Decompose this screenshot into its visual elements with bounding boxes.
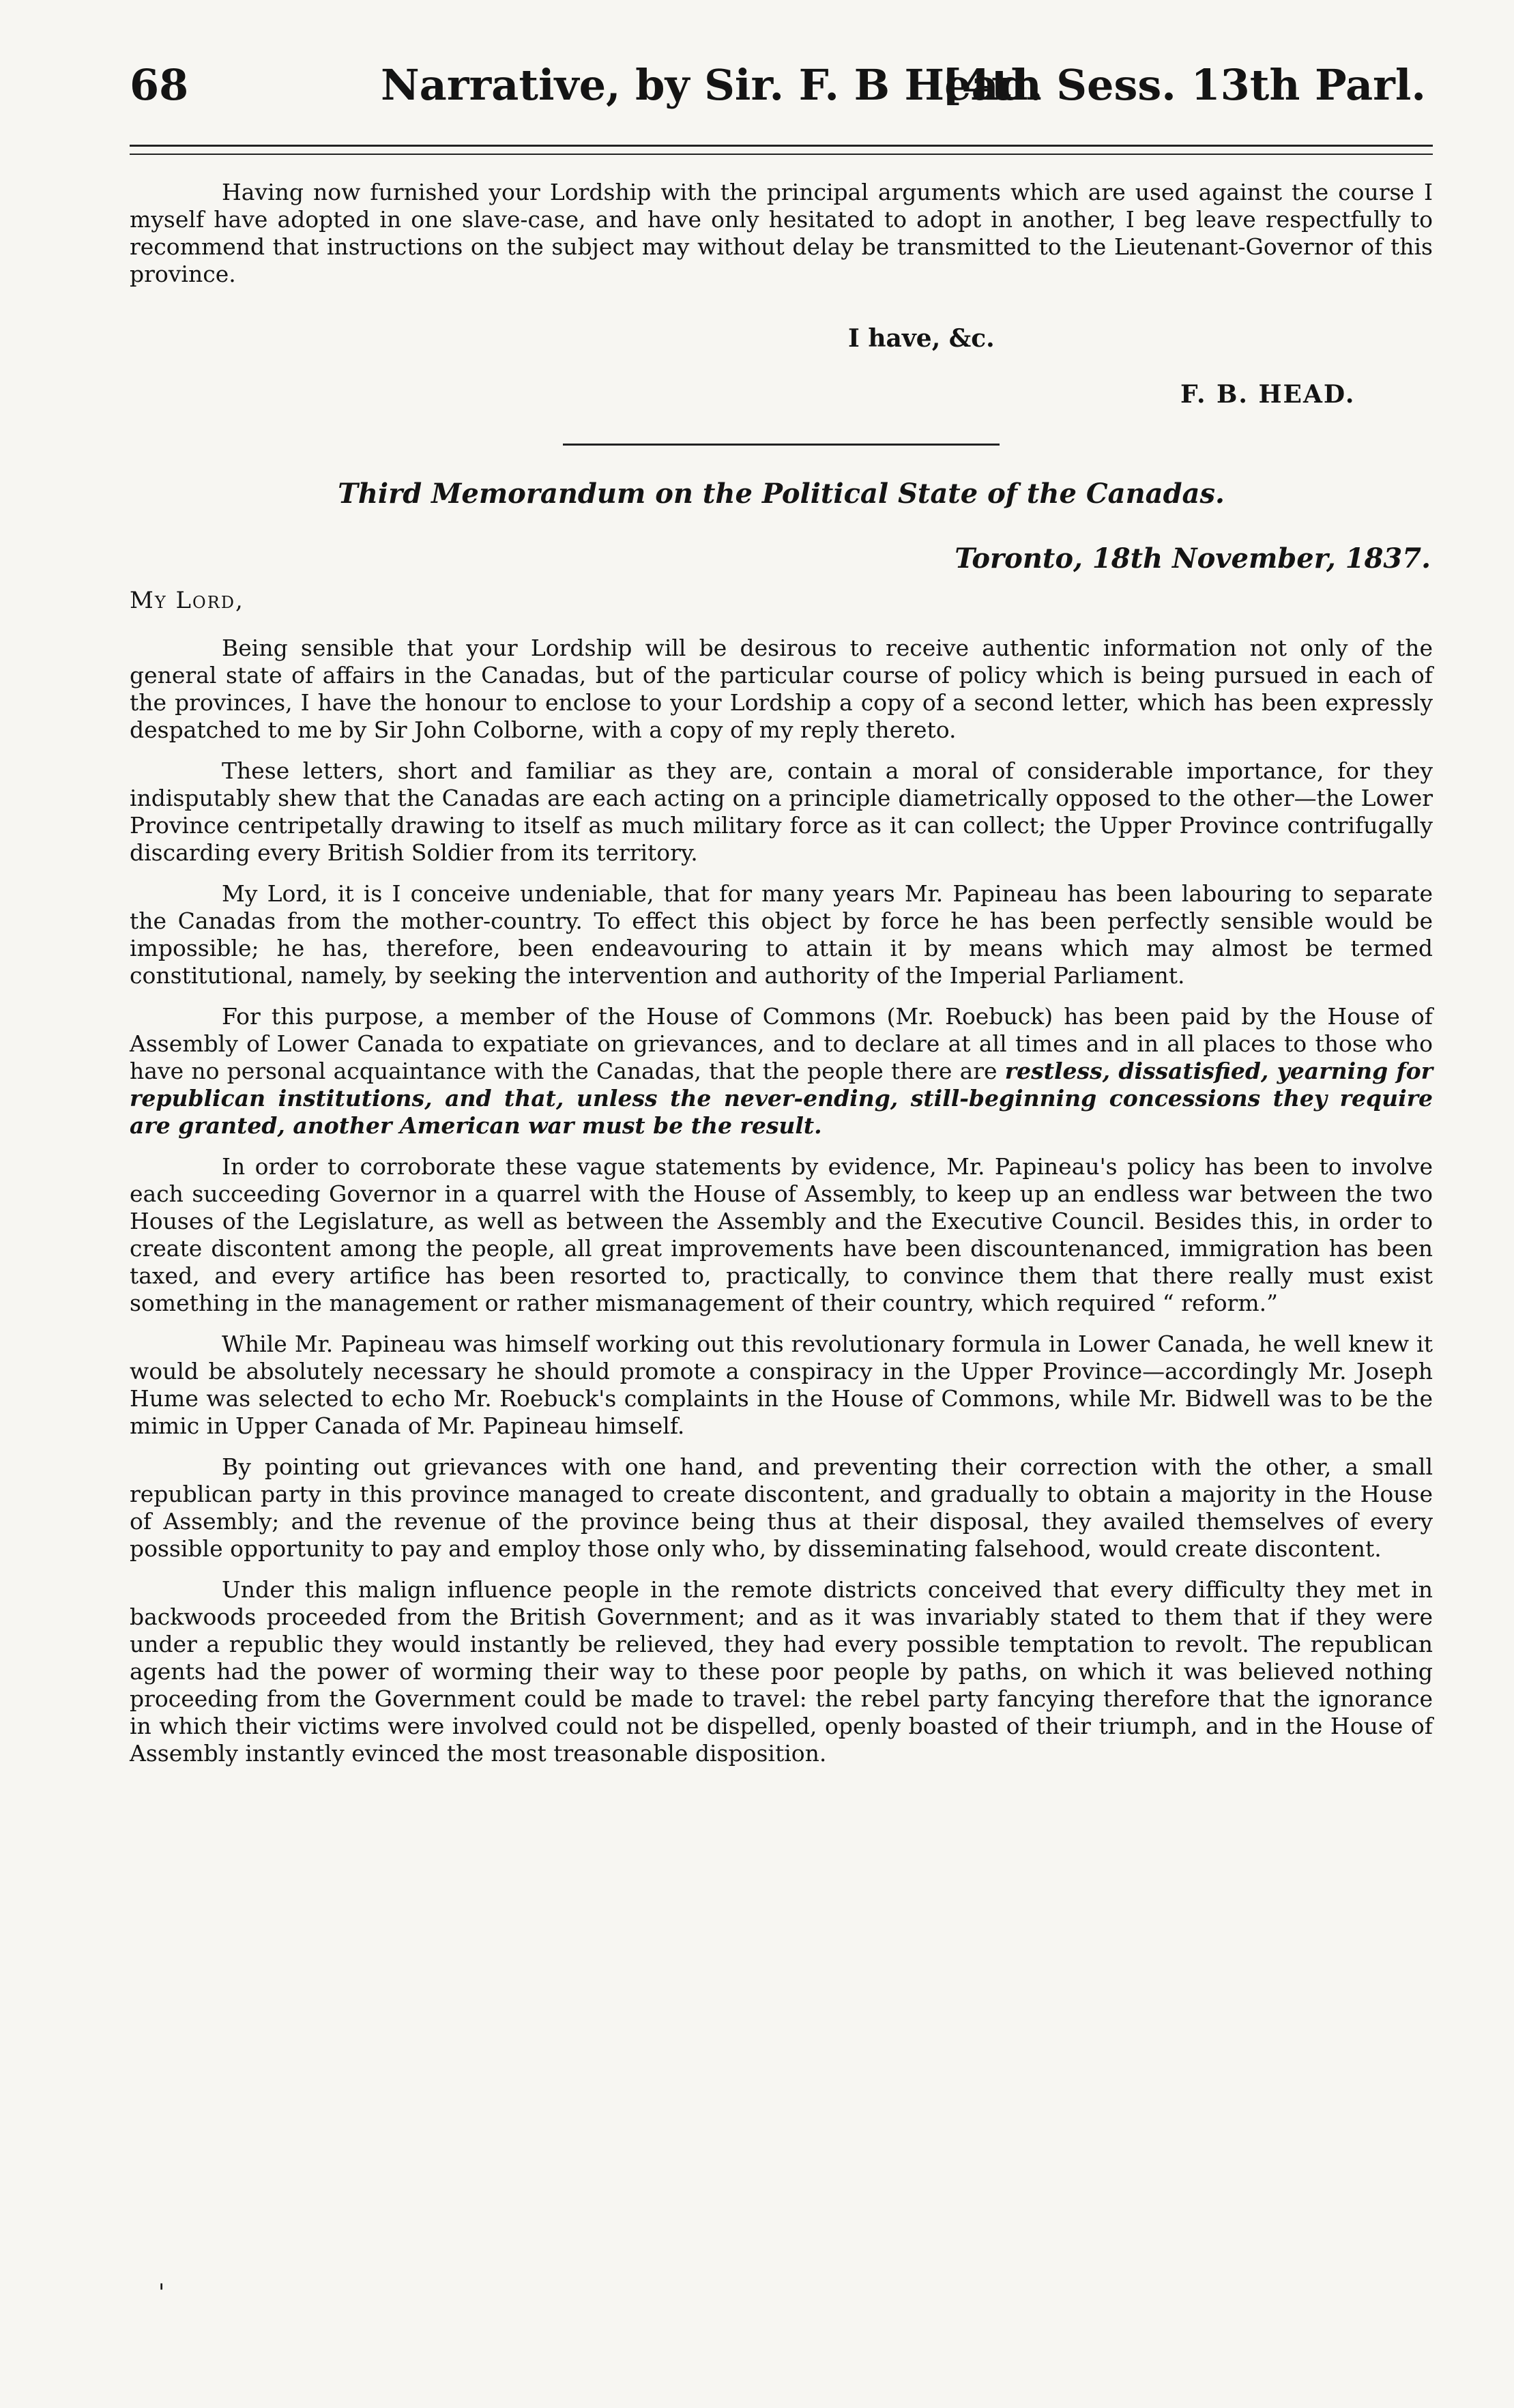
running-title: Narrative, by Sir. F. B Head.: [381, 60, 1043, 110]
paragraph-text: For this purpose, a member of the House of Commons (Mr. Roebuck) has been paid by the House of Assembly of Lower Canada to expatiate on grievances, and to declare at all times and in all places to those who have no personal acquaintance with the Canadas, that the people there are: [130, 1003, 1433, 1084]
session-label: [4th Sess. 13th Parl.: [942, 60, 1426, 110]
header-rule: [130, 145, 1433, 155]
paragraph: While Mr. Papineau was himself working out this revolutionary formula in Lower Canada, he well knew it would be absolutely necessary he should promote a conspiracy in the Upper Province—accordingly Mr. Joseph Hume was selected to echo Mr. Roebuck's complaints in the House of Commons, while Mr. Bidwell was to be the mimic in Upper Canada of Mr. Papineau himself.: [130, 1331, 1433, 1439]
paragraph: My Lord, it is I conceive undeniable, that for many years Mr. Papineau has been labouring to separate the Canadas from the mother-country. To effect this object by force he has been perfectly sensible would be impossible; he has, therefore, been endeavouring to attain it by means which may almost be termed constitutional, namely, by seeking the intervention and authority of the Imperial Parliament.: [130, 880, 1433, 989]
paragraph: [130, 1003, 1433, 1140]
closing-paragraph: [130, 179, 1433, 288]
emphasis-text: restless, dissatisfied, yearning for republican institutions, and that, unless the never-ending, still-beginning concessions they require are granted, another American war must be the result.: [130, 1058, 1433, 1139]
paragraph: Under this malign influence people in the remote districts conceived that every difficulty they met in backwoods proceeded from the British Government; and as it was invariably stated to them that if they were under a republic they would instantly be relieved, they had every possible temptation to revolt. The republican agents had the power of worming their way to these poor people by paths, on which it was believed nothing proceeding from the Government could be made to travel: the rebel party fancying therefore that the ignorance in which their victims were involved could not be dispelled, openly boasted of their triumph, and in the House of Assembly instantly evinced the most treasonable disposition.: [130, 1576, 1433, 1767]
memorandum-title: Third Memorandum on the Political State of the Canadas.: [338, 478, 1225, 510]
page-number: 68: [130, 60, 189, 110]
paragraph: By pointing out grievances with one hand, and preventing their correction with the other, a small republican party in this province managed to create discontent, and gradually to obtain a majority in the House of Assembly; and the revenue of the province being thus at their disposal, they availed themselves of every possible opportunity to pay and employ those only who, by disseminating falsehood, would create discontent.: [130, 1453, 1433, 1562]
dateline: Toronto, 18th November, 1837.: [955, 542, 1431, 575]
paragraph: Having now furnished your Lordship with the principal arguments which are used against the course I myself have adopted in one slave-case, and have only hesitated to adopt in another, I beg leave respectfully to recommend that instructions on the subject may without delay be transmitted to the Lieutenant-Governor of this province.: [130, 179, 1433, 287]
paragraph: These letters, short and familiar as they are, contain a moral of considerable importance, for they indisputably shew that the Canadas are each acting on a principle diametrically opposed to the other—the Lower Province centripetally drawing to itself as much military force as it can collect; the Upper Province contrifugally discarding every British Soldier from its territory.: [130, 757, 1433, 866]
salutation: My Lord,: [130, 587, 244, 614]
page-header: [130, 60, 1426, 121]
signature: F. B. HEAD.: [1180, 380, 1356, 409]
paragraph: In order to corroborate these vague statements by evidence, Mr. Papineau's policy has been to involve each succeeding Governor in a quarrel with the House of Assembly, to keep up an endless war between the two Houses of the Legislature, as well as between the Assembly and the Executive Council. Besides this, in order to create discontent among the people, all great improvements have been discountenanced, immigration has been taxed, and every artifice has been resorted to, practically, to convince them that there really must exist something in the management or rather mismanagement of their country, which required “ reform.”: [130, 1153, 1433, 1316]
complimentary-close: I have, &c.: [848, 324, 995, 353]
stray-mark: ': [158, 2279, 165, 2306]
memorandum-body: [130, 635, 1433, 1781]
paragraph: Being sensible that your Lordship will be desirous to receive authentic information not only of the general state of affairs in the Canadas, but of the particular course of policy which is being pursued in each of the provinces, I have the honour to enclose to your Lordship a copy of a second letter, which has been expressly despatched to me by Sir John Colborne, with a copy of my reply thereto.: [130, 635, 1433, 743]
section-divider: [563, 444, 1000, 446]
